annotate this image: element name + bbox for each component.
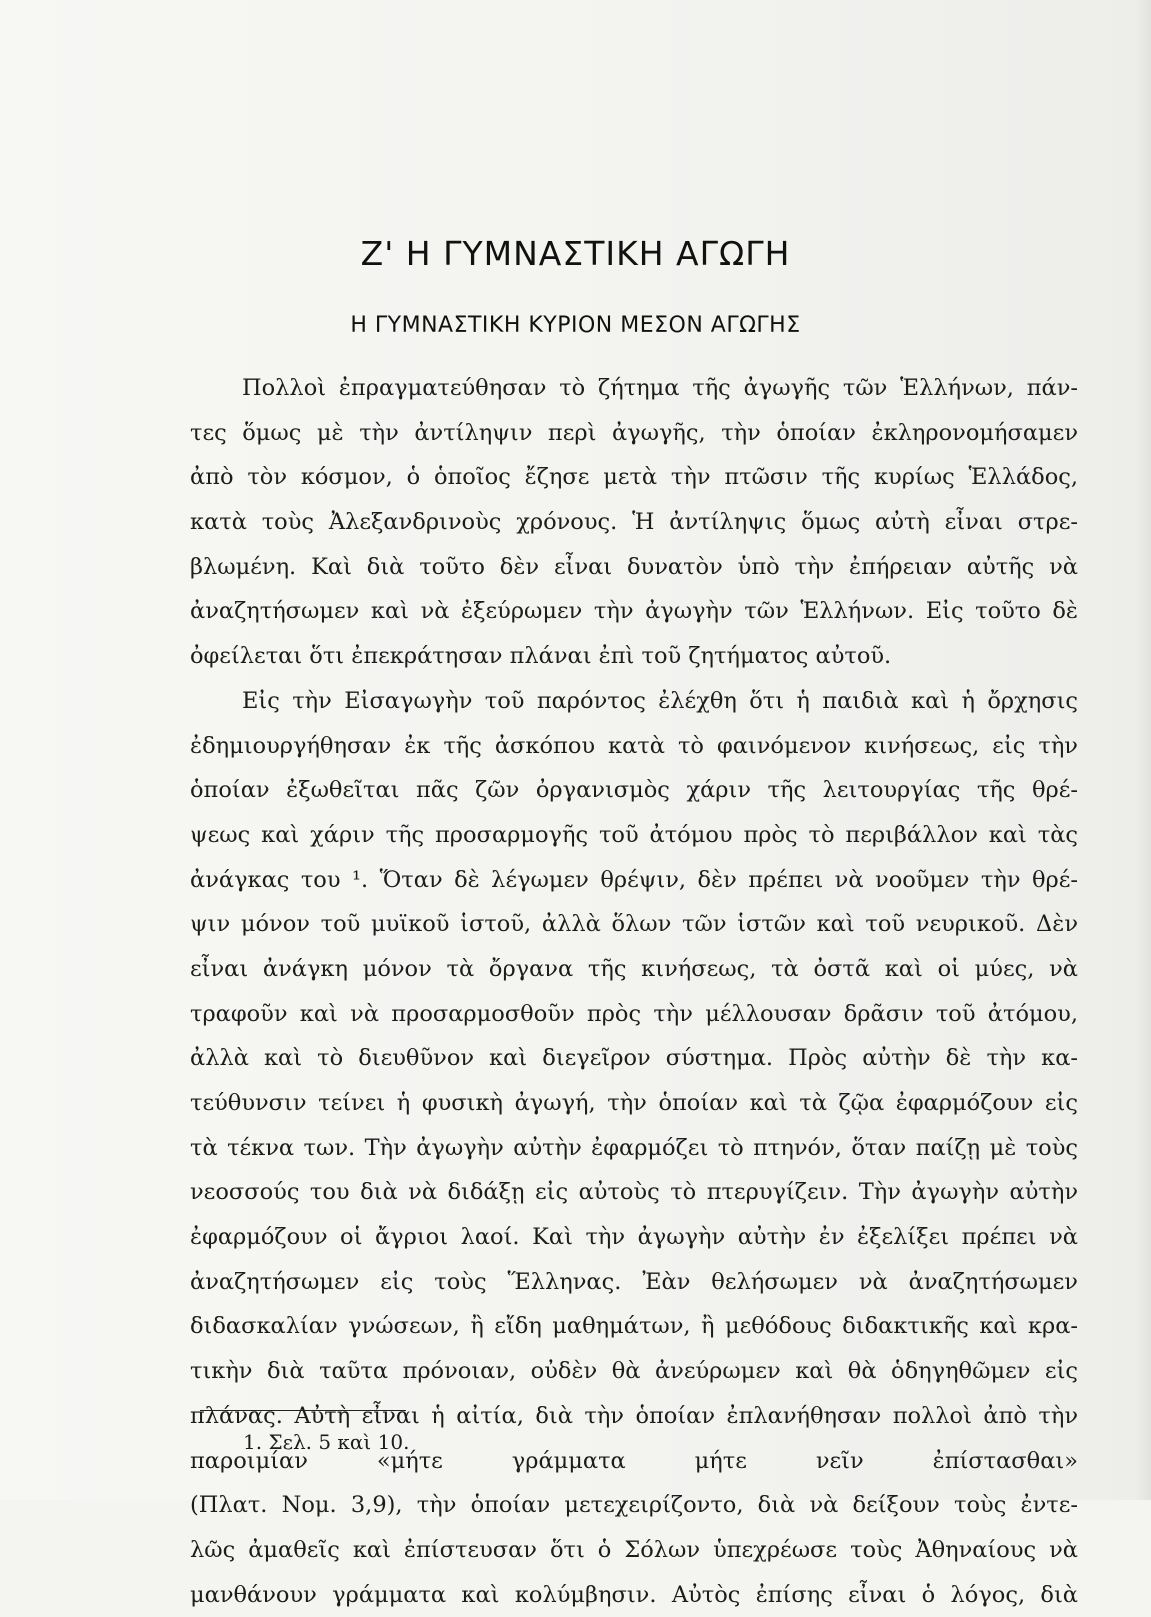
text-line: βλωμένη. Καὶ διὰ τοῦτο δὲν εἶναι δυνατὸν ὑπὸ τὴν ἐπήρειαν αὐτῆς νὰ	[190, 553, 1078, 580]
text-line: μανθάνουν γράμματα καὶ κολύμβησιν. Αὐτὸς ἐπίσης εἶναι ὁ λόγος, διὰ	[190, 1581, 1078, 1608]
text-line: ὁποίαν ἐξωθεῖται πᾶς ζῶν ὀργανισμὸς χάριν τῆς λειτουργίας τῆς θρέ-	[190, 777, 1078, 804]
text-line: ψεως καὶ χάριν τῆς προσαρμογῆς τοῦ ἀτόμου πρὸς τὸ περιβάλλον καὶ τὰς	[190, 821, 1078, 848]
text-line: λῶς ἀμαθεῖς καὶ ἐπίστευσαν ὅτι ὁ Σόλων ὑπεχρέωσε τοὺς Ἀθηναίους νὰ	[190, 1536, 1078, 1563]
text-line: (Πλατ. Νομ. 3,9), τὴν ὁποίαν μετεχειρίζοντο, διὰ νὰ δείξουν τοὺς ἐντε-	[190, 1492, 1078, 1519]
text-line: Εἰς τὴν Εἰσαγωγὴν τοῦ παρόντος ἐλέχθη ὅτι ἡ παιδιὰ καὶ ἡ ὄρχησις	[242, 687, 1078, 714]
page-edge-shadow	[1135, 0, 1151, 1500]
text-line: ἀπὸ τὸν κόσμον, ὁ ὁποῖος ἔζησε μετὰ τὴν πτῶσιν τῆς κυρίως Ἑλλάδος,	[190, 464, 1078, 491]
text-line: ψιν μόνον τοῦ μυϊκοῦ ἱστοῦ, ἀλλὰ ὅλων τῶν ἱστῶν καὶ τοῦ νευρικοῦ. Δὲν	[190, 911, 1078, 938]
text-line: ἐδημιουργήθησαν ἐκ τῆς ἀσκόπου κατὰ τὸ φαινόμενον κινήσεως, εἰς τὴν	[190, 732, 1078, 759]
text-line: τεύθυνσιν τείνει ἡ φυσικὴ ἀγωγή, τὴν ὁποίαν καὶ τὰ ζῷα ἐφαρμόζουν εἰς	[190, 1090, 1078, 1116]
text-line: τὰ τέκνα των. Τὴν ἀγωγὴν αὐτὴν ἐφαρμόζει τὸ πτηνόν, ὅταν παίζῃ μὲ τοὺς	[190, 1134, 1078, 1161]
text-line: κατὰ τοὺς Ἀλεξανδρινοὺς χρόνους. Ἡ ἀντίληψις ὅμως αὐτὴ εἶναι στρε-	[190, 509, 1078, 536]
text-line: Πολλοὶ ἐπραγματεύθησαν τὸ ζήτημα τῆς ἀγωγῆς τῶν Ἑλλήνων, πάν-	[242, 375, 1078, 401]
footnote: 1. Σελ. 5 καὶ 10.	[243, 1430, 410, 1454]
text-line: ἀλλὰ καὶ τὸ διευθῦνον καὶ διεγεῖρον σύστημα. Πρὸς αὐτὴν δὲ τὴν κα-	[190, 1045, 1078, 1072]
text-line: διδασκαλίαν γνώσεων, ἢ εἴδη μαθημάτων, ἢ μεθόδους διδακτικῆς καὶ κρα-	[190, 1313, 1078, 1340]
text-line: παροιμίαν «μήτε γράμματα μήτε νεῖν ἐπίστασθαι»	[190, 1447, 1078, 1474]
text-line: πλάνας. Αὐτὴ εἶναι ἡ αἰτία, διὰ τὴν ὁποίαν ἐπλανήθησαν πολλοὶ ἀπὸ τὴν	[190, 1402, 1078, 1429]
text-line: ἐφαρμόζουν οἱ ἄγριοι λαοί. Καὶ τὴν ἀγωγὴν αὐτὴν ἐν ἐξελίξει πρέπει νὰ	[190, 1224, 1078, 1251]
text-line: ἀνάγκας του ¹. Ὅταν δὲ λέγωμεν θρέψιν, δὲν πρέπει νὰ νοοῦμεν τὴν θρέ-	[190, 866, 1078, 893]
section-title: Η ΓΥΜΝΑΣΤΙΚΗ ΚΥΡΙΟΝ ΜΕΣΟΝ ΑΓΩΓΗΣ	[350, 313, 801, 338]
text-line: ὀφείλεται ὅτι ἐπεκράτησαν πλάναι ἐπὶ τοῦ ζητήματος αὐτοῦ.	[190, 643, 892, 670]
text-line: τες ὅμως μὲ τὴν ἀντίληψιν περὶ ἀγωγῆς, τὴν ὁποίαν ἐκληρονομήσαμεν	[190, 419, 1078, 446]
footnote-rule	[200, 1410, 406, 1411]
text-line: ἀναζητήσωμεν εἰς τοὺς Ἕλληνας. Ἐὰν θελήσωμεν νὰ ἀναζητήσωμεν	[190, 1268, 1078, 1295]
text-line: τραφοῦν καὶ νὰ προσαρμοσθοῦν πρὸς τὴν μέλλουσαν δρᾶσιν τοῦ ἀτόμου,	[190, 1000, 1078, 1027]
text-line: τικὴν διὰ ταῦτα πρόνοιαν, οὐδὲν θὰ ἀνεύρωμεν καὶ θὰ ὁδηγηθῶμεν εἰς	[190, 1358, 1078, 1385]
text-line: ἀναζητήσωμεν καὶ νὰ ἐξεύρωμεν τὴν ἀγωγὴν τῶν Ἑλλήνων. Εἰς τοῦτο δὲ	[190, 598, 1078, 625]
chapter-title: Ζ' Η ΓΥΜΝΑΣΤΙΚΗ ΑΓΩΓΗ	[360, 234, 791, 273]
text-line: εἶναι ἀνάγκη μόνον τὰ ὄργανα τῆς κινήσεως, τὰ ὀστᾶ καὶ οἱ μύες, νὰ	[190, 955, 1078, 982]
text-line: νεοσσούς του διὰ νὰ διδάξῃ εἰς αὐτοὺς τὸ πτερυγίζειν. Τὴν ἀγωγὴν αὐτὴν	[190, 1179, 1078, 1206]
